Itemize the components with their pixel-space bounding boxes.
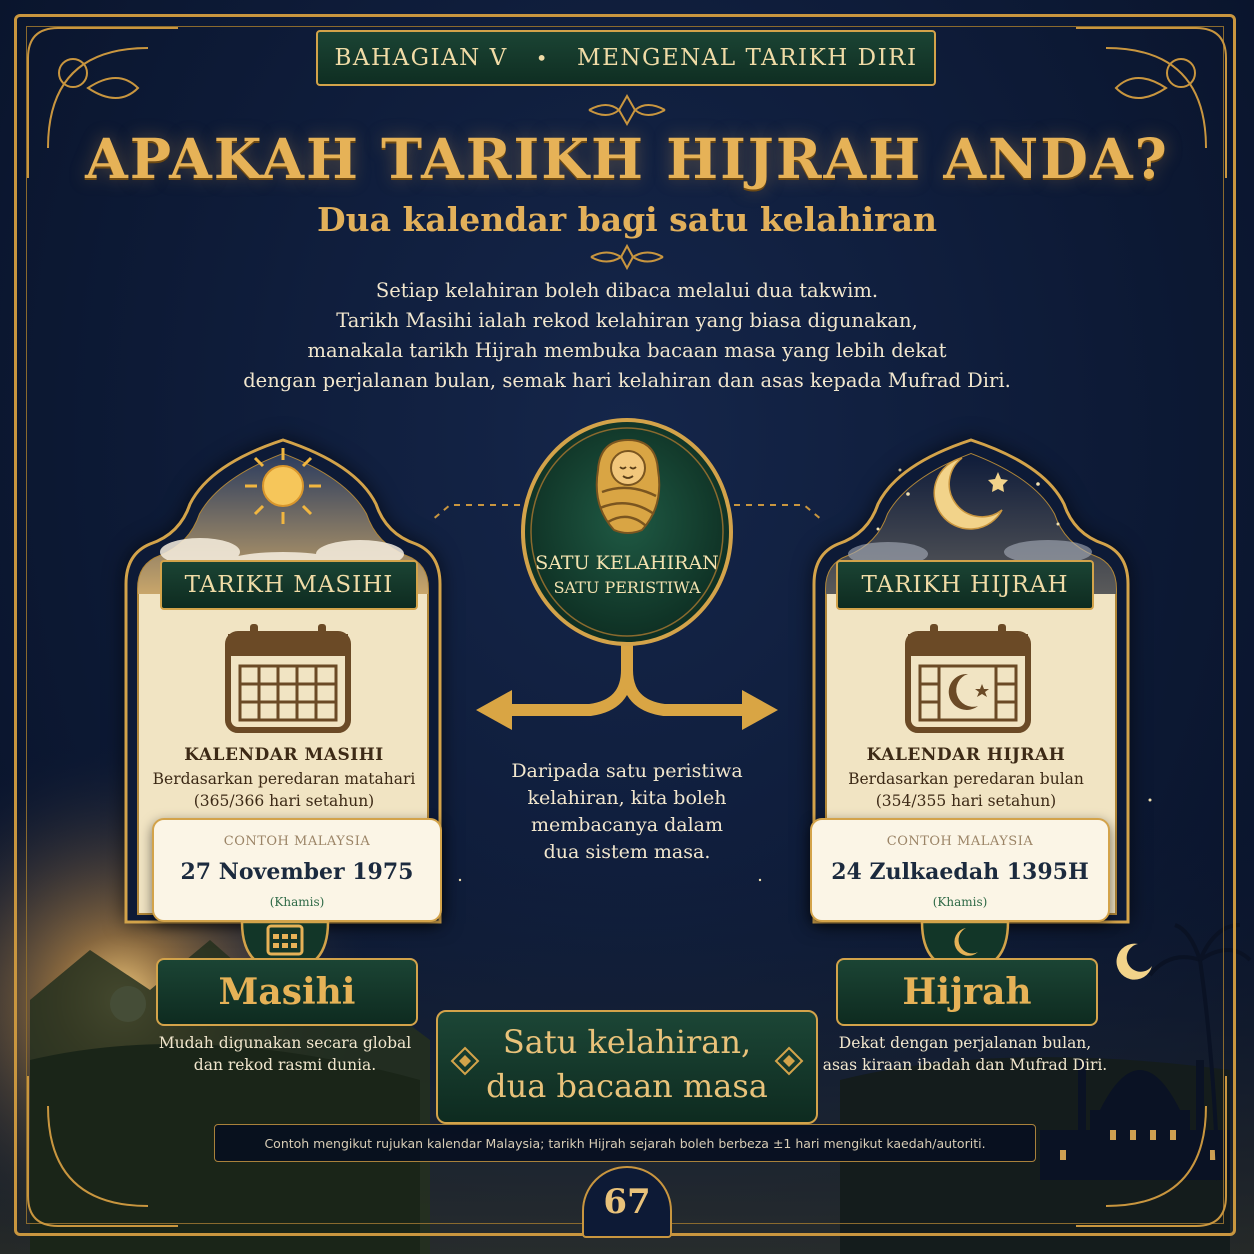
hijrah-label: TARIKH HIJRAH [861,572,1069,598]
hijrah-example-label: CONTOH MALAYSIA [886,834,1034,849]
swaddled-baby-icon [586,436,670,536]
masihi-name: Masihi [218,971,356,1013]
footnote-text: Contoh mengikut rujukan kalendar Malaysia; tarikh Hijrah sejarah boleh berbeza ±1 hari mengikut kaedah/autoriti. [264,1135,986,1151]
corner-ornament-bottom-right [1066,1066,1236,1236]
section-topic: MENGENAL TARIKH DIRI [577,45,918,71]
hijrah-calendar-title: KALENDAR HIJRAH [866,745,1066,765]
hijrah-example-date: 24 Zulkaedah 1395H [831,859,1089,885]
hijrah-days: (354/355 hari setahun) [875,792,1057,810]
hijrah-name: Hijrah [902,971,1032,1013]
explain-line: dua sistem masa. [543,841,711,863]
masihi-basis: Berdasarkan peredaran matahari [152,770,416,788]
page-subtitle: Dua kalendar bagi satu kelahiran [317,200,937,239]
intro-line: manakala tarikh Hijrah membuka bacaan masa yang lebih dekat [307,339,947,362]
masihi-description [140,1032,430,1076]
masihi-desc-line: Mudah digunakan secara global [158,1034,412,1052]
explain-line: Daripada satu peristiwa [511,760,743,782]
hijrah-name-banner [836,958,1098,1026]
hijrah-description [820,1032,1110,1076]
hijrah-example-card [810,818,1110,922]
hijri-calendar-icon [902,620,1034,736]
intro-line: Tarikh Masihi ialah rekod kelahiran yang biasa digunakan, [336,309,918,332]
sun-icon [243,446,323,526]
ornament-top-icon [587,92,667,128]
masihi-days: (365/366 hari setahun) [193,792,375,810]
gregorian-calendar-icon [222,620,354,736]
separator-dot: • [535,46,550,70]
hijrah-desc-line: asas kiraan ibadah dan Mufrad Diri. [822,1056,1108,1074]
hijrah-example-day: (Khamis) [932,895,988,909]
closing-line: Satu kelahiran, [502,1023,752,1061]
center-explanation [470,758,784,866]
explain-line: membacanya dalam [531,814,723,836]
masihi-example-card [152,818,442,922]
masihi-example-day: (Khamis) [269,895,325,909]
crescent-moon-icon [922,452,1012,542]
closing-line: dua bacaan masa [486,1067,768,1105]
section-banner [316,30,936,86]
hijrah-basis: Berdasarkan peredaran bulan [848,770,1084,788]
explain-line: kelahiran, kita boleh [527,787,727,809]
intro-line: Setiap kelahiran boleh dibaca melalui dua takwim. [375,279,879,302]
page-title: APAKAH TARIKH HIJRAH ANDA? [85,126,1169,191]
page-number-text: 67 [603,1182,651,1222]
masihi-desc-line: dan rekod rasmi dunia. [193,1056,377,1074]
masihi-label: TARIKH MASIHI [184,572,394,598]
hijrah-label-banner [836,560,1094,610]
section-label: BAHAGIAN V [334,45,508,71]
corner-ornament-bottom-left [18,1066,188,1236]
footnote [214,1124,1036,1162]
closing-message [476,1020,778,1108]
masihi-name-banner [156,958,418,1026]
diamond-ornament-icon [774,1046,804,1076]
masihi-example-label: CONTOH MALAYSIA [223,834,371,849]
masihi-example-date: 27 November 1975 [180,859,414,885]
intro-paragraph [200,276,1054,396]
masihi-label-banner [160,560,418,610]
intro-line: dengan perjalanan bulan, semak hari kelahiran dan asas kepada Mufrad Diri. [243,369,1011,392]
masihi-calendar-title: KALENDAR MASIHI [184,745,384,765]
center-line1: SATU KELAHIRAN [535,552,719,574]
ornament-mid-icon [587,242,667,272]
hijrah-desc-line: Dekat dengan perjalanan bulan, [838,1034,1092,1052]
center-line2: SATU PERISTIWA [553,578,701,597]
